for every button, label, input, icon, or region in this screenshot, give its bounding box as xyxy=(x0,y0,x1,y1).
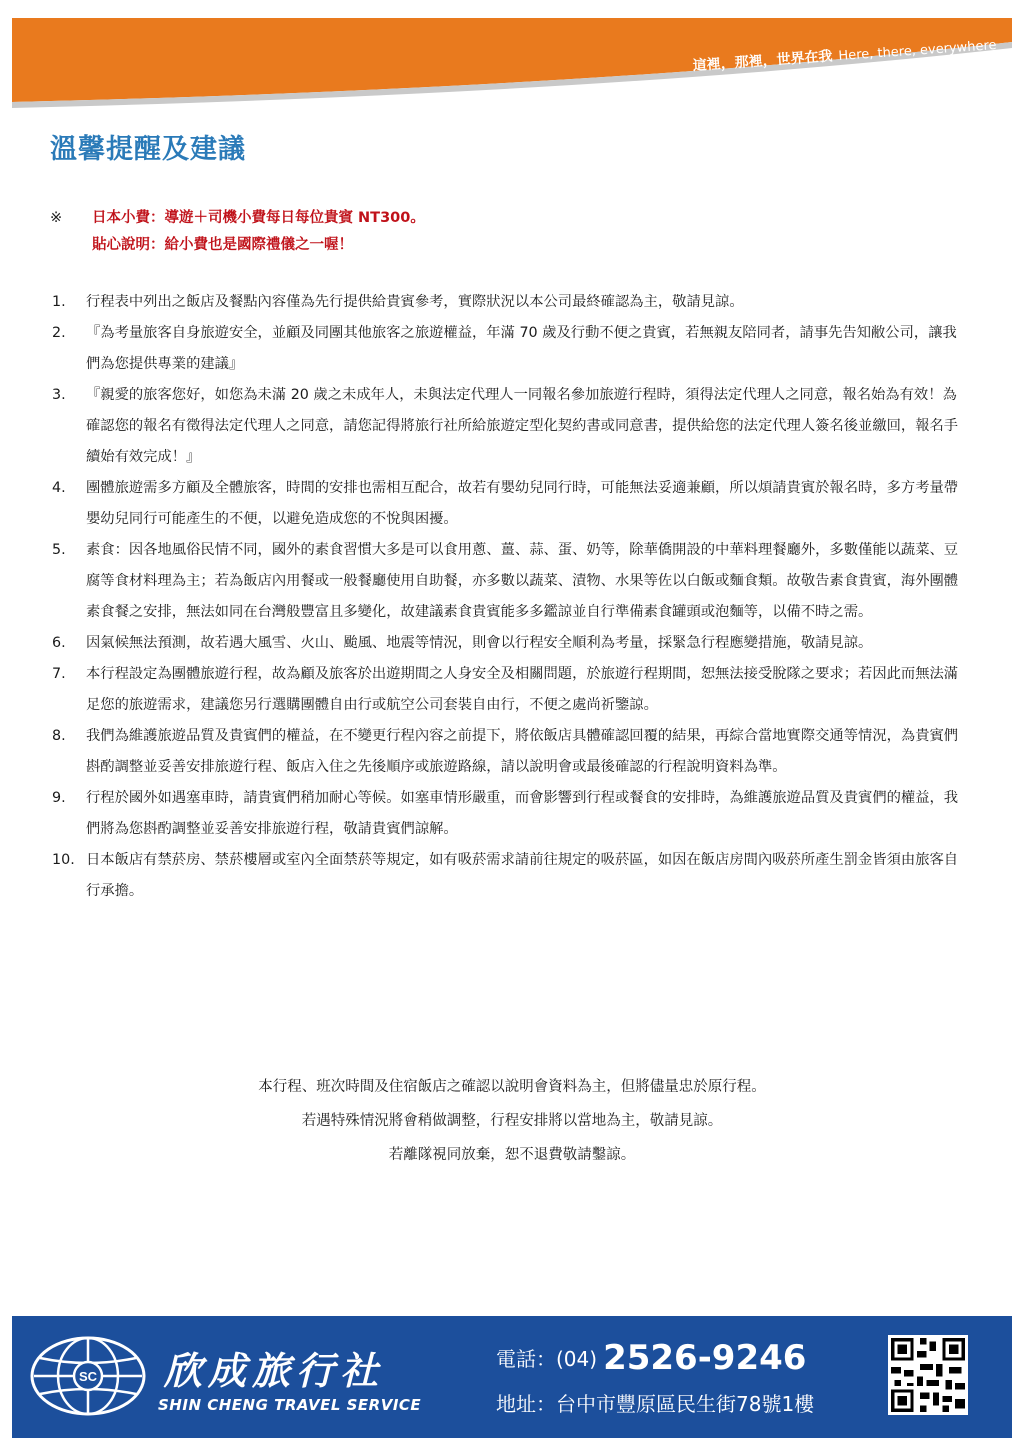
item-number: 2. xyxy=(52,325,66,341)
list-item xyxy=(50,380,968,473)
list-item xyxy=(50,845,968,907)
item-text: 行程表中列出之飯店及餐點內容僅為先行提供給貴賓參考，實際狀況以本公司最終確認為主，敬請見諒。 xyxy=(86,294,744,310)
tip-notice xyxy=(50,205,425,259)
list-item xyxy=(50,659,968,721)
item-text: 本行程設定為團體旅遊行程，故為顧及旅客於出遊期間之人身安全及相關問題，於旅遊行程期間，恕無法接受脫隊之要求；若因此而無法滿足您的旅遊需求，建議您另行選購團體自由行或航空公司套裝自由行，不便之處尚祈鑒諒。 xyxy=(86,666,959,713)
item-text: 因氣候無法預測，故若遇大風雪、火山、颱風、地震等情況，則會以行程安全順利為考量，採緊急行程應變措施，敬請見諒。 xyxy=(86,635,873,651)
closing-line: 若遇特殊情況將會稍做調整，行程安排將以當地為主，敬請見諒。 xyxy=(301,1113,723,1129)
globe-logo-icon xyxy=(28,1334,148,1418)
tip-line-1: 日本小費：導遊＋司機小費每日每位貴賓 NT300。 xyxy=(92,210,425,226)
list-item xyxy=(50,628,968,659)
list-item xyxy=(50,318,968,380)
item-number: 10. xyxy=(52,852,75,868)
list-item xyxy=(50,287,968,318)
reference-mark: ※ xyxy=(50,210,63,226)
item-number: 6. xyxy=(52,635,66,651)
item-number: 1. xyxy=(52,294,66,310)
item-text: 我們為維護旅遊品質及貴賓們的權益，在不變更行程內容之前提下，將依飯店具體確認回覆的結果，再綜合當地實際交通等情況，為貴賓們斟酌調整並妥善安排旅遊行程、飯店入住之先後順序或旅遊路線，請以說明會或最後確認的行程說明資料為準。 xyxy=(86,728,959,775)
brand-name-english: SHIN CHENG TRAVEL SERVICE xyxy=(158,1396,422,1414)
item-number: 8. xyxy=(52,728,66,744)
list-item xyxy=(50,535,968,628)
list-item xyxy=(50,721,968,783)
item-text: 『為考量旅客自身旅遊安全，並顧及同團其他旅客之旅遊權益，年滿 70 歲及行動不便之貴賓，若無親友陪同者，請事先告知敝公司，讓我們為您提供專業的建議』 xyxy=(86,325,957,372)
slogan-english: Here, there, everywhere xyxy=(837,38,997,65)
item-number: 5. xyxy=(52,542,66,558)
list-item xyxy=(50,783,968,845)
item-number: 9. xyxy=(52,790,66,806)
address-info: 地址：台中市豐原區民生街78號1樓 xyxy=(496,1392,815,1416)
item-number: 4. xyxy=(52,480,66,496)
header-banner xyxy=(0,0,1024,110)
list-item xyxy=(50,473,968,535)
brand-name-chinese: 欣成旅行社 xyxy=(164,1348,385,1393)
item-number: 3. xyxy=(52,387,66,403)
tip-line-2: 貼心說明：給小費也是國際禮儀之一喔！ xyxy=(92,237,353,253)
item-text: 團體旅遊需多方顧及全體旅客，時間的安排也需相互配合，故若有嬰幼兒同行時，可能無法妥適兼顧，所以煩請貴賓於報名時，多方考量帶嬰幼兒同行可能產生的不便，以避免造成您的不悅與困擾。 xyxy=(86,480,959,527)
item-text: 行程於國外如遇塞車時，請貴賓們稍加耐心等候。如塞車情形嚴重，而會影響到行程或餐食的安排時，為維護旅遊品質及貴賓們的權益，我們將為您斟酌調整並妥善安排旅遊行程，敬請貴賓們諒解。 xyxy=(86,790,959,837)
qr-code-icon xyxy=(888,1335,968,1415)
phone-label: 電話：(04) xyxy=(496,1347,598,1371)
page-title: 溫馨提醒及建議 xyxy=(50,134,246,165)
company-footer xyxy=(12,1316,1012,1438)
logo-text: SC xyxy=(78,1369,98,1384)
item-text: 『親愛的旅客您好，如您為未滿 20 歲之未成年人，未與法定代理人一同報名參加旅遊行程時，須得法定代理人之同意，報名始為有效！為確認您的報名有徵得法定代理人之同意，請您記得將旅行社所給旅遊定型化契約書或同意書，提供給您的法定代理人簽名後並繳回，報名手續始有效完成！』 xyxy=(86,387,959,465)
closing-notes xyxy=(0,1070,1024,1172)
phone-info xyxy=(496,1338,806,1378)
item-text: 日本飯店有禁菸房、禁菸樓層或室內全面禁菸等規定，如有吸菸需求請前往規定的吸菸區，如因在飯店房間內吸菸所產生罰金皆須由旅客自行承擔。 xyxy=(86,852,959,899)
slogan-chinese: 這裡，那裡，世界在我 xyxy=(691,48,833,75)
closing-line: 若離隊視同放棄，恕不退費敬請鑿諒。 xyxy=(388,1147,636,1163)
closing-line: 本行程、班次時間及住宿飯店之確認以說明會資料為主，但將儘量忠於原行程。 xyxy=(258,1079,766,1095)
reminder-list xyxy=(50,287,968,907)
item-number: 7. xyxy=(52,666,66,682)
item-text: 素食：因各地風俗民情不同，國外的素食習慣大多是可以食用蔥、薑、蒜、蛋、奶等，除華僑開設的中華料理餐廳外，多數僅能以蔬菜、豆腐等食材料理為主；若為飯店內用餐或一般餐廳使用自助餐，亦多數以蔬菜、漬物、水果等佐以白飯或麵食類。故敬告素食貴賓，海外團體素食餐之安排，無法如同在台灣般豐富且多變化，故建議素食貴賓能多多鑑諒並自行準備素食罐頭或泡麵等，以備不時之需。 xyxy=(86,542,959,620)
phone-number: 2526-9246 xyxy=(603,1338,807,1378)
